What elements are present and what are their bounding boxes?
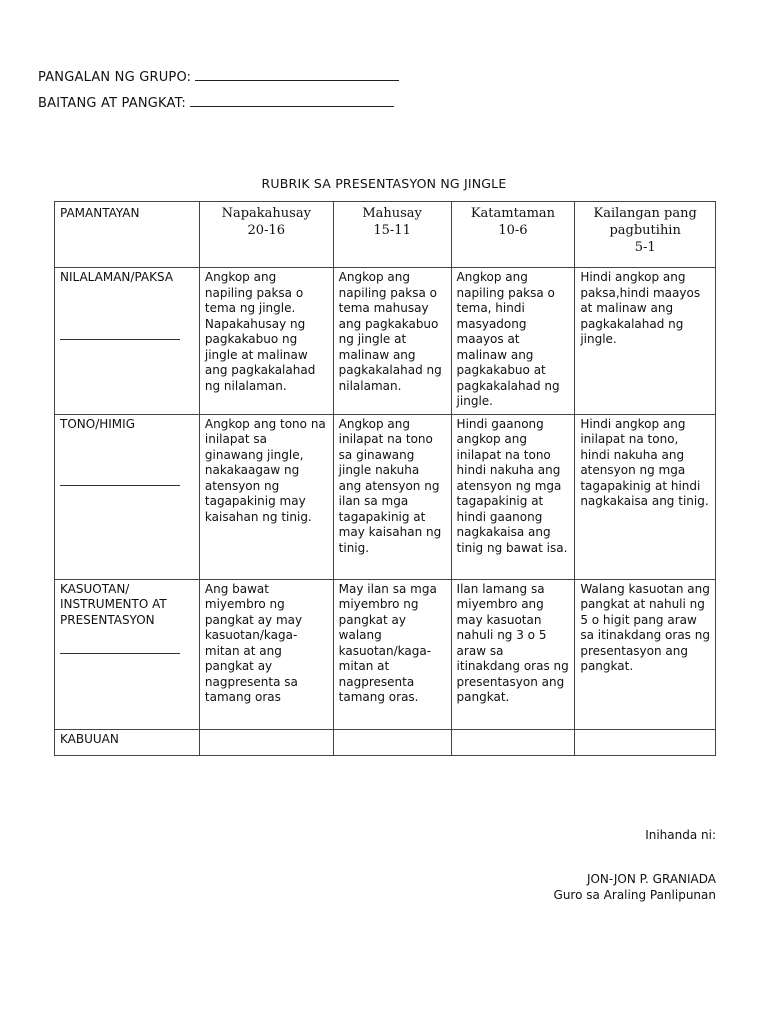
rubric-table (54, 201, 716, 756)
total-cell (575, 729, 716, 755)
total-cell (199, 729, 333, 755)
rubric-cell: Hindi gaanong angkop ang inilapat na tono hindi nakuha ang atensyon ng mga tagapakinig at hindi gaanong nagkakaisa ang tinig ng bawat isa. (451, 414, 575, 579)
rubric-title: RUBRIK SA PRESENTASYON NG JINGLE (261, 176, 507, 191)
group-name-label: PANGALAN NG GRUPO: (38, 70, 192, 85)
table-row (55, 579, 716, 729)
total-cell (333, 729, 451, 755)
rubric-cell: Angkop ang napiling paksa o tema, hindi masyadong maayos at malinaw ang pagkakabuo at pagkakalahad ng jingle. (451, 268, 575, 415)
prepared-by-label: Inihanda ni: (645, 828, 716, 842)
preparer-role: Guro sa Araling Panlipunan (553, 888, 716, 902)
rubric-cell: Hindi angkop ang paksa,hindi maayos at malinaw ang pagkakalahad ng jingle. (575, 268, 716, 415)
total-row (55, 729, 716, 755)
criterion-cell: KASUOTAN/ INSTRUMENTO AT PRESENTASYON (55, 579, 200, 729)
header-good: Mahusay 15-11 (333, 202, 451, 268)
table-row (55, 414, 716, 579)
total-cell (451, 729, 575, 755)
grade-section-blank (190, 94, 394, 107)
rubric-cell: Angkop ang napiling paksa o tema ng jingle. Napakahusay ng pagkakabuo ng jingle at malinaw ang pagkakalahad ng nilalaman. (199, 268, 333, 415)
criterion-cell: TONO/HIMIG (55, 414, 200, 579)
rubric-cell: Angkop ang inilapat na tono sa ginawang jingle nakuha ang atensyon ng ilan sa mga tagapakinig at may kaisahan ng tinig. (333, 414, 451, 579)
grade-section-label: BAITANG AT PANGKAT: (38, 96, 186, 111)
rubric-header-row (55, 202, 716, 268)
header-excellent: Napakahusay 20-16 (199, 202, 333, 268)
preparer-name: JON-JON P. GRANIADA (586, 872, 716, 886)
total-label: KABUUAN (55, 729, 200, 755)
rubric-cell: Walang kasuotan ang pangkat at nahuli ng 5 o higit pang araw sa itinakdang oras ng presentasyon ang pangkat. (575, 579, 716, 729)
header-criteria: PAMANTAYAN (55, 202, 200, 268)
header-fair: Katamtaman 10-6 (451, 202, 575, 268)
score-blank (60, 652, 180, 654)
header-needs-improvement: Kailangan pang pagbutihin 5-1 (575, 202, 716, 268)
rubric-cell: Angkop ang tono na inilapat sa ginawang jingle, nakakaagaw ng atensyon ng tagapakinig may kaisahan ng tinig. (199, 414, 333, 579)
score-blank (60, 484, 180, 486)
criterion-cell: NILALAMAN/PAKSA (55, 268, 200, 415)
group-name-field (38, 68, 399, 85)
table-row (55, 268, 716, 415)
rubric-cell: Hindi angkop ang inilapat na tono, hindi nakuha ang atensyon ng mga tagapakinig at hindi nagkakaisa ang tinig. (575, 414, 716, 579)
rubric-cell: May ilan sa mga miyembro ng pangkat ay walang kasuotan/kaga-mitan at nagpresenta tamang oras. (333, 579, 451, 729)
grade-section-field (38, 94, 394, 111)
score-blank (60, 338, 180, 340)
rubric-cell: Ilan lamang sa miyembro ang may kasuotan nahuli ng 3 o 5 araw sa itinakdang oras ng presentasyon ang pangkat. (451, 579, 575, 729)
group-name-blank (195, 68, 399, 81)
rubric-cell: Angkop ang napiling paksa o tema mahusay ang pagkakabuo ng jingle at malinaw ang pagkakalahad ng nilalaman. (333, 268, 451, 415)
rubric-cell: Ang bawat miyembro ng pangkat ay may kasuotan/kaga-mitan at ang pangkat ay nagpresenta sa tamang oras (199, 579, 333, 729)
